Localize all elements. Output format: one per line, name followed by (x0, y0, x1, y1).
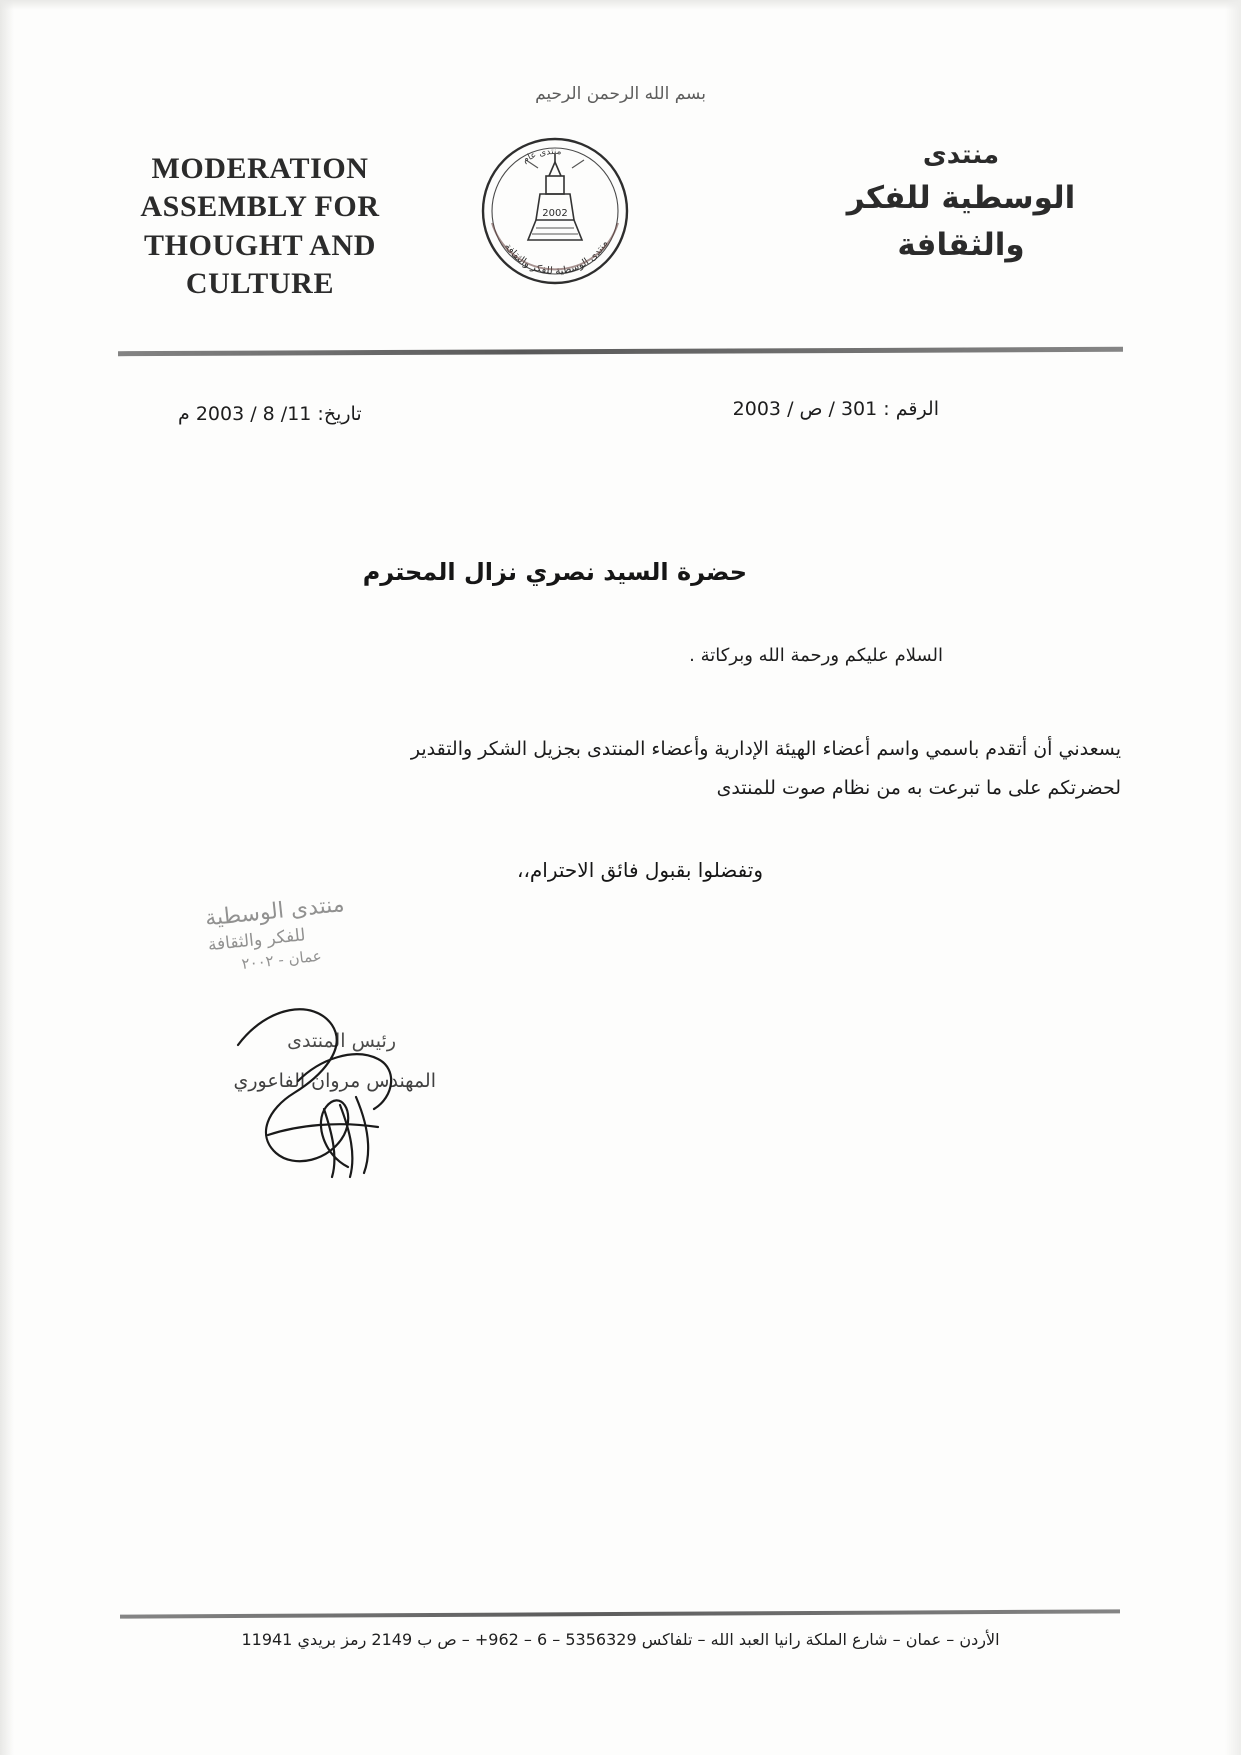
reference-date: تاريخ: 11/ 8 / 2003 م (178, 403, 362, 425)
signer-name: المهندس مروان الفاعوري (233, 1070, 436, 1092)
body-paragraph-line2: لحضرتكم على ما تبرعت به من نظام صوت للمنتدى (716, 776, 1121, 799)
basmala-text: بسم الله الرحمن الرحيم (535, 84, 706, 104)
header-divider (118, 347, 1123, 356)
organization-logo (470, 128, 640, 300)
organization-name-english: MODERATION ASSEMBLY FOR THOUGHT AND CULTURE (140, 152, 380, 301)
stamp-line3: عمان - ٢٠٠٢ (240, 946, 323, 973)
signer-title: رئيس المنتدى (287, 1030, 396, 1052)
closing-line: وتفضلوا بقبول فائق الاحترام،، (517, 858, 763, 882)
scan-edge-shading-top (0, 0, 1241, 10)
body-paragraph (221, 730, 1121, 808)
organization-name-arabic-line2: الوسطية للفكر (846, 180, 1076, 216)
scan-edge-shading-left (0, 0, 14, 1755)
svg-text:2002: 2002 (542, 208, 568, 219)
organization-name-arabic-line3: والثقافة (897, 226, 1025, 263)
svg-text:منتدى عام: منتدى عام (521, 146, 562, 166)
footer-divider (120, 1609, 1120, 1618)
stamp-line2: للفكر والثقافة (206, 925, 307, 956)
footer-contact-info: الأردن – عمان – شارع الملكة رانيا العبد الله – تلفاكس 5356329 – 6 – 962+ – ص ب 2149 رمز بريدي 11941 (241, 1630, 1000, 1649)
scan-edge-shading-right (1225, 0, 1241, 1755)
organization-name-arabic-line1: منتدى (922, 140, 1000, 170)
body-paragraph-line1: يسعدني أن أتقدم باسمي واسم أعضاء الهيئة الإدارية وأعضاء المنتدى بجزيل الشكر والتقدير (410, 738, 1121, 760)
svg-text:منتدى الوسطية للفكر والثقافة: منتدى الوسطية للفكر والثقافة (501, 238, 611, 278)
salutation: حضرة السيد نصري نزال المحترم (362, 558, 747, 586)
stamp-line1: منتدى الوسطية (203, 892, 346, 932)
greeting: السلام عليكم ورحمة الله وبركاتة . (689, 645, 943, 666)
reference-number: الرقم : 301 / ص / 2003 (732, 398, 939, 420)
organization-name-arabic (811, 136, 1111, 268)
organization-stamp (89, 892, 355, 1038)
